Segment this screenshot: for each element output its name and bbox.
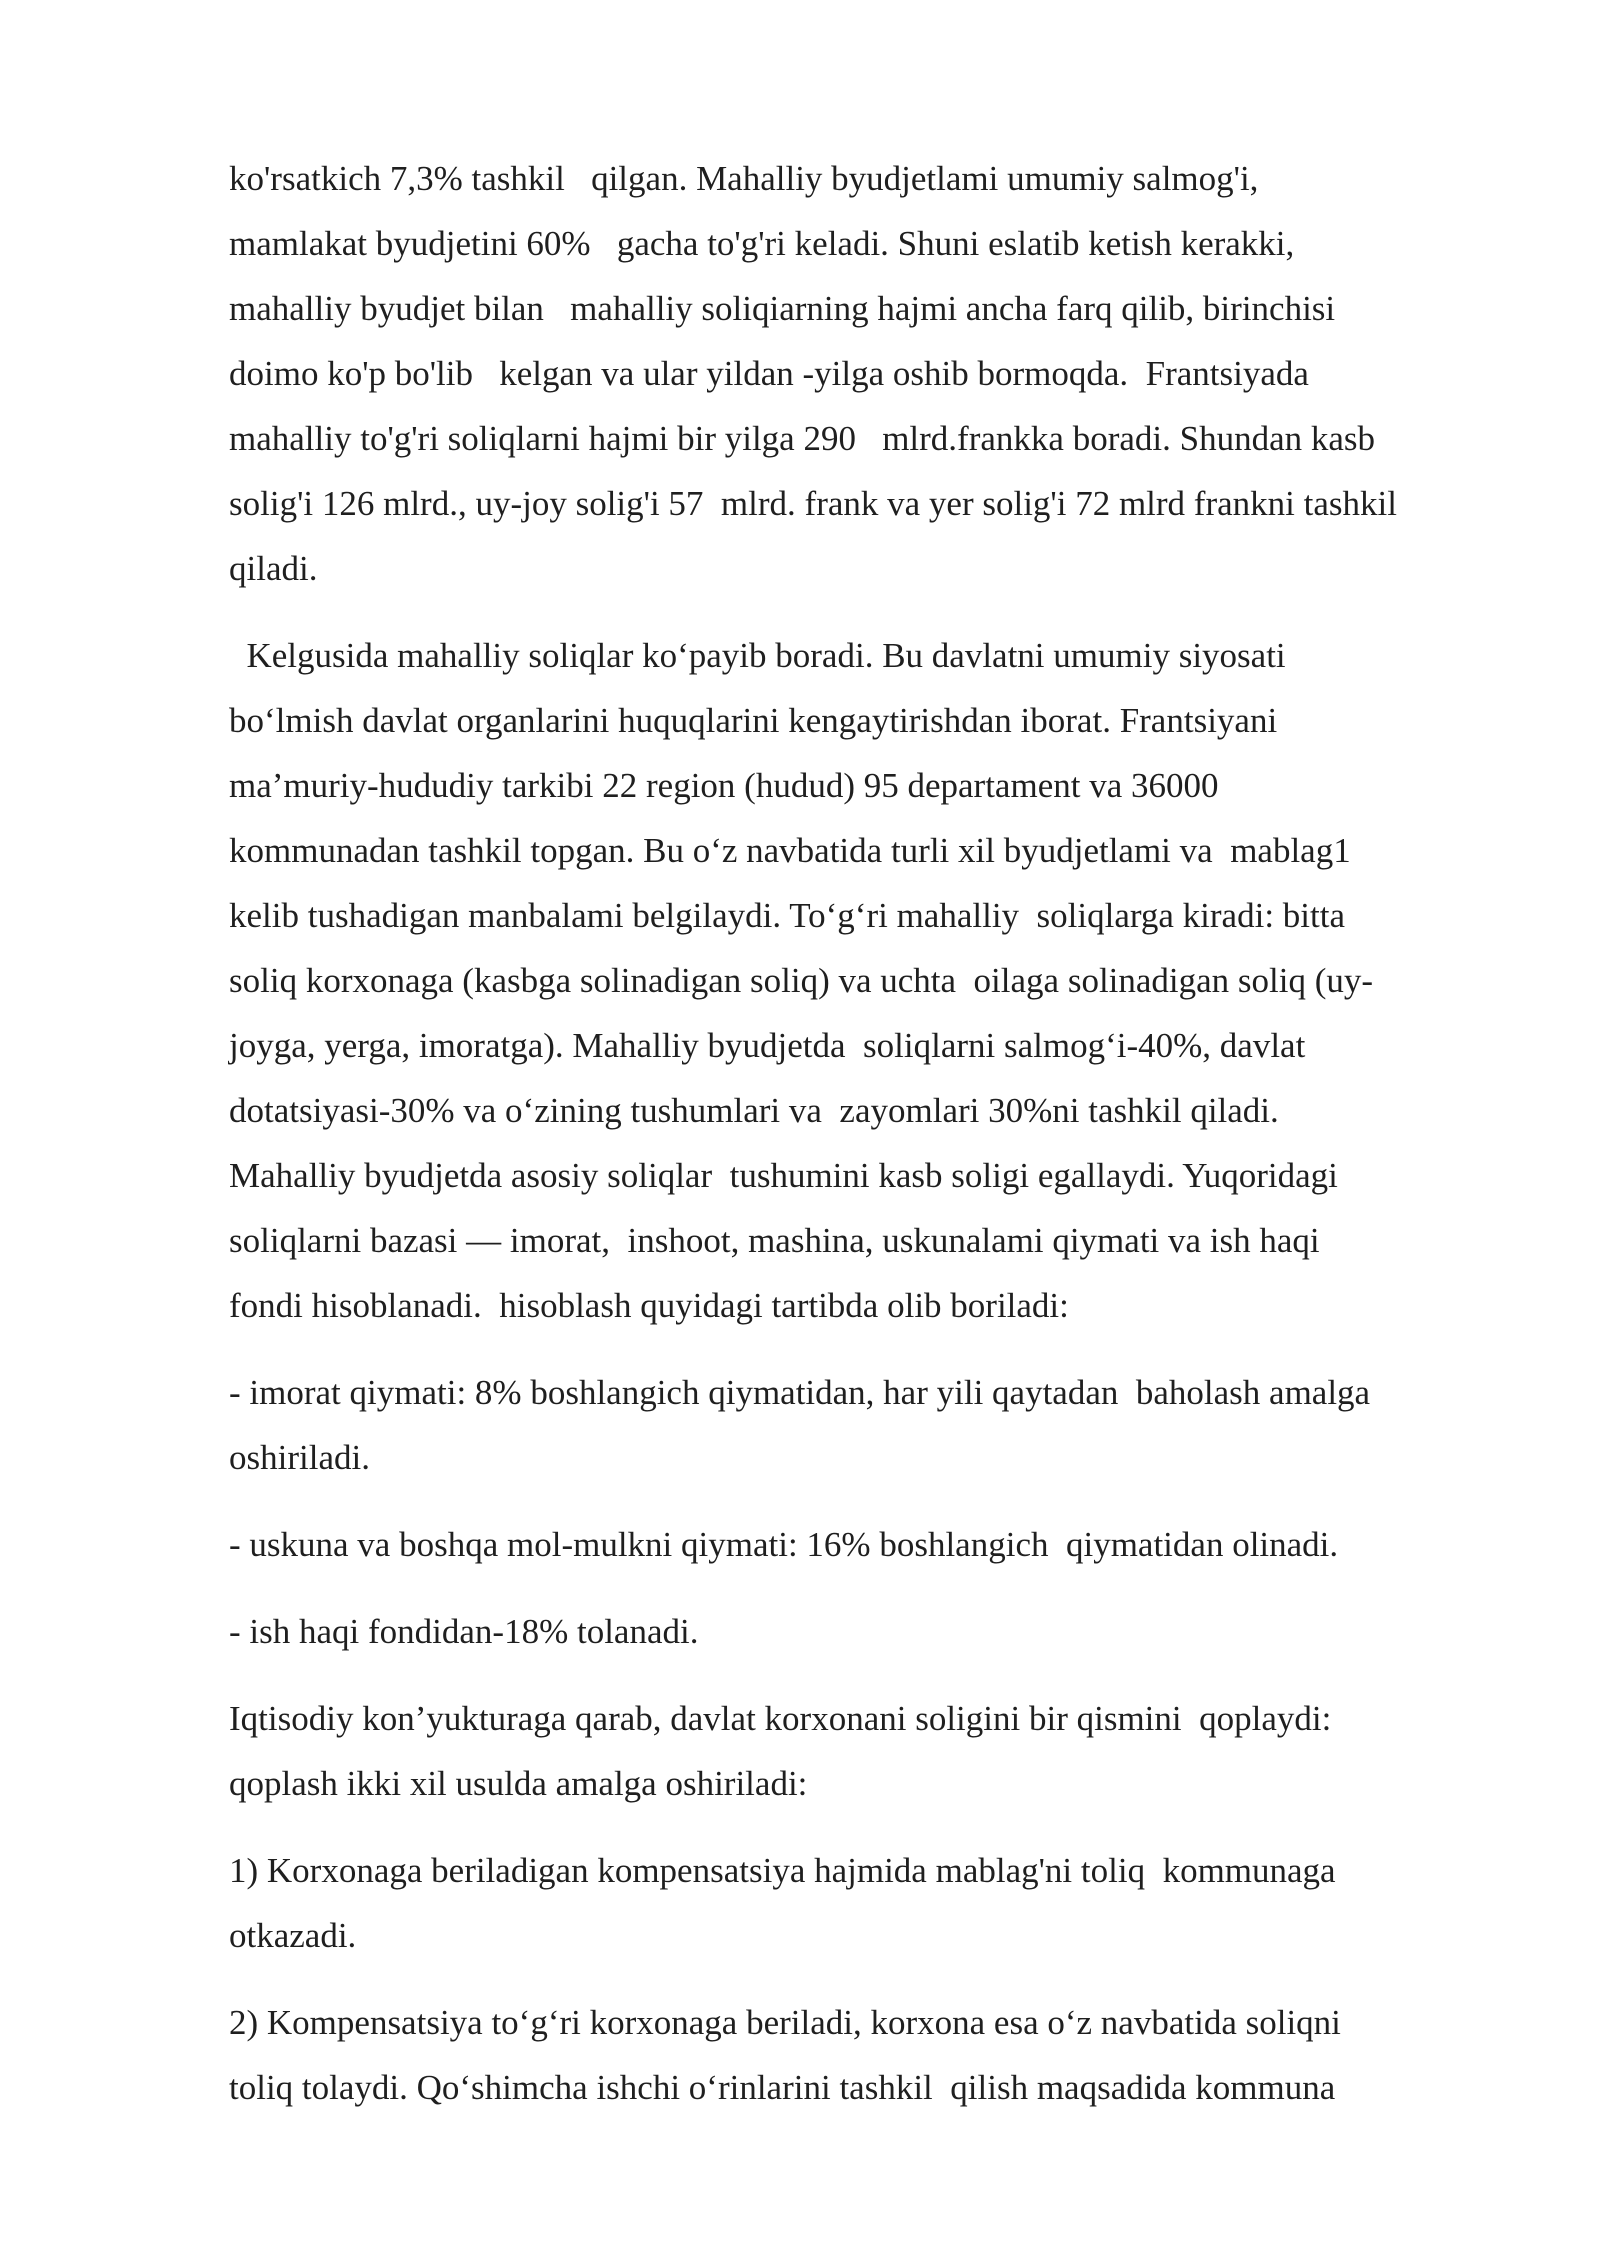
numbered-item-1: [229, 1838, 1519, 1968]
text-line: joyga, yerga, imoratga). Mahalliy byudjetda soliqlarni salmog‘i-40%, davlat: [229, 1026, 1306, 1065]
text-line: mahalliy to'g'ri soliqlarni hajmi bir yilga 290 mlrd.frankka boradi. Shundan kasb: [229, 419, 1376, 458]
text-line: solig'i 126 mlrd., uy-joy solig'i 57 mlrd. frank va yer solig'i 72 mlrd frankni tashkil: [229, 484, 1397, 523]
text-line: ma’muriy-hududiy tarkibi 22 region (hudud) 95 departament va 36000: [229, 766, 1219, 805]
text-line: oshiriladi.: [229, 1438, 370, 1477]
text-line: - ish haqi fondidan-18% tolanadi.: [229, 1612, 699, 1651]
document-body: [229, 146, 1519, 2120]
numbered-item-2: [229, 1990, 1519, 2120]
text-line: Kelgusida mahalliy soliqlar ko‘payib boradi. Bu davlatni umumiy siyosati: [229, 636, 1286, 675]
text-line: bo‘lmish davlat organlarini huquqlarini kengaytirishdan iborat. Frantsiyani: [229, 701, 1278, 740]
text-line: 2) Kompensatsiya to‘g‘ri korxonaga beriladi, korxona esa o‘z navbatida soliqni: [229, 2003, 1341, 2042]
paragraph-local-budget-share: [229, 146, 1519, 601]
text-line: toliq tolaydi. Qo‘shimcha ishchi o‘rinlarini tashkil qilish maqsadida kommuna: [229, 2068, 1336, 2107]
text-line: qoplash ikki xil usulda amalga oshiriladi:: [229, 1764, 808, 1803]
text-line: dotatsiyasi-30% va o‘zining tushumlari va zayomlari 30%ni tashkil qiladi.: [229, 1091, 1279, 1130]
list-item-payroll-fund: [229, 1599, 1519, 1664]
text-line: 1) Korxonaga beriladigan kompensatsiya hajmida mablag'ni toliq kommunaga: [229, 1851, 1336, 1890]
text-line: mahalliy byudjet bilan mahalliy soliqiarning hajmi ancha farq qilib, birinchisi: [229, 289, 1336, 328]
list-item-building-value: [229, 1360, 1519, 1490]
text-line: Mahalliy byudjetda asosiy soliqlar tushumini kasb soligi egallaydi. Yuqoridagi: [229, 1156, 1338, 1195]
text-line: kommunadan tashkil topgan. Bu o‘z navbatida turli xil byudjetlami va mablag1: [229, 831, 1351, 870]
text-line: soliq korxonaga (kasbga solinadigan soliq) va uchta oilaga solinadigan soliq (uy-: [229, 961, 1374, 1000]
text-line: Iqtisodiy kon’yukturaga qarab, davlat korxonani soligini bir qismini qoplaydi:: [229, 1699, 1332, 1738]
text-line: otkazadi.: [229, 1916, 357, 1955]
text-line: doimo ko'p bo'lib kelgan va ular yildan -yilga oshib bormoqda. Frantsiyada: [229, 354, 1309, 393]
text-line: fondi hisoblanadi. hisoblash quyidagi tartibda olib boriladi:: [229, 1286, 1069, 1325]
text-line: qiladi.: [229, 549, 318, 588]
text-line: mamlakat byudjetini 60% gacha to'g'ri keladi. Shuni eslatib ketish kerakki,: [229, 224, 1295, 263]
list-item-equipment-value: [229, 1512, 1519, 1577]
text-line: ko'rsatkich 7,3% tashkil qilgan. Mahalliy byudjetlami umumiy salmog'i,: [229, 159, 1259, 198]
paragraph-compensation-intro: [229, 1686, 1519, 1816]
text-line: - uskuna va boshqa mol-mulkni qiymati: 16% boshlangich qiymatidan olinadi.: [229, 1525, 1339, 1564]
text-line: soliqlarni bazasi — imorat, inshoot, mashina, uskunalami qiymati va ish haqi: [229, 1221, 1320, 1260]
text-line: - imorat qiymati: 8% boshlangich qiymatidan, har yili qaytadan baholash amalga: [229, 1373, 1371, 1412]
paragraph-local-taxes-future: [229, 623, 1519, 1338]
text-line: kelib tushadigan manbalami belgilaydi. To‘g‘ri mahalliy soliqlarga kiradi: bitta: [229, 896, 1346, 935]
